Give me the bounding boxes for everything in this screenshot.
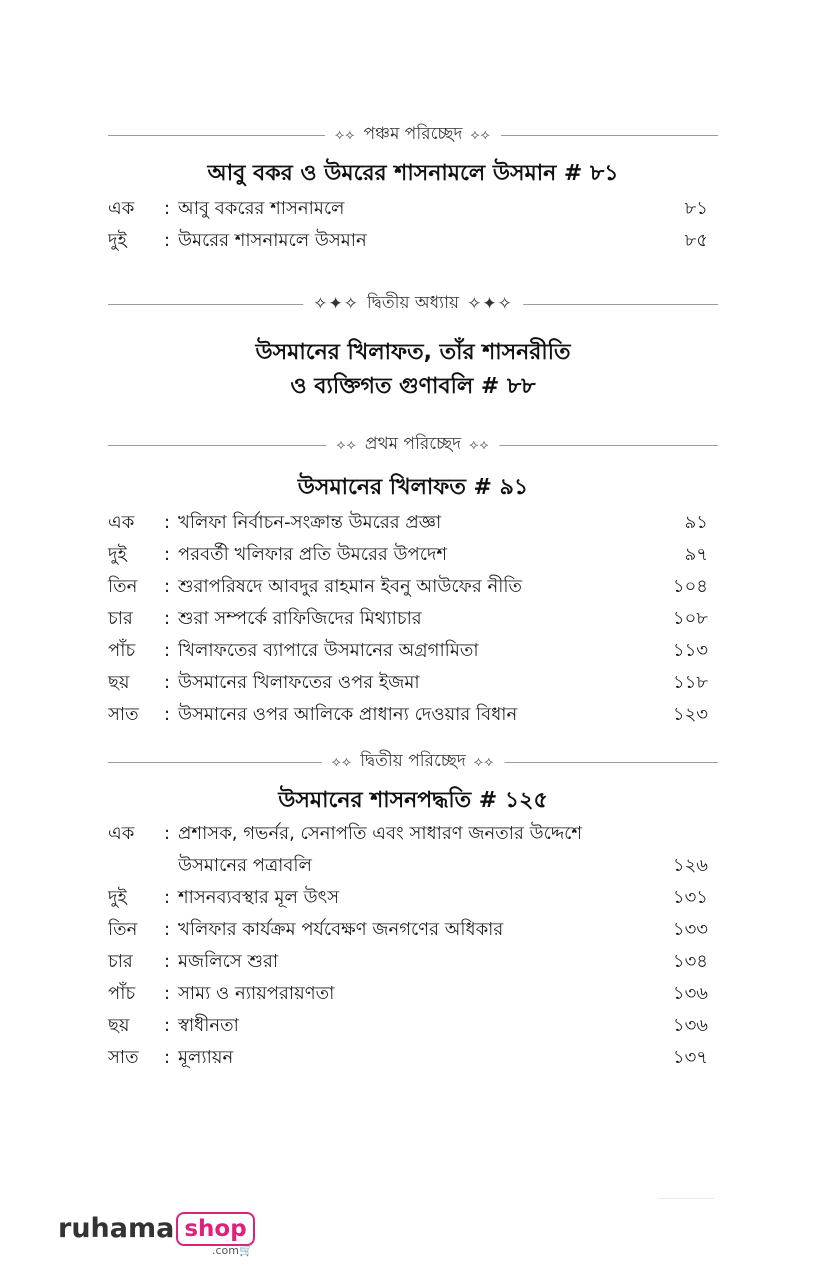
toc-entry[interactable] — [108, 699, 718, 731]
entry-number: দুই — [108, 887, 127, 908]
chapter-heading-line-1: উসমানের খিলাফত, তাঁর শাসনরীতি — [255, 340, 571, 365]
toc-entry[interactable] — [108, 667, 718, 699]
entry-title: উমরের শাসনামলে উসমান — [178, 230, 367, 251]
entry-number: চার — [108, 951, 133, 972]
entry-title: শাসনব্যবস্থার মূল উৎস — [178, 887, 340, 908]
ornament-left-icon: ⟡⟡ — [335, 127, 356, 143]
entry-page-number: ৮১ — [684, 198, 708, 219]
entry-page-number: ১৩৬ — [672, 1015, 708, 1036]
entry-page-number: ৮৫ — [684, 230, 708, 251]
toc-entry[interactable] — [108, 539, 718, 571]
entry-colon: : — [164, 544, 171, 565]
section-second-chapter — [108, 290, 718, 404]
toc-entry[interactable] — [108, 946, 718, 978]
entry-colon: : — [164, 823, 171, 844]
entry-title: মূল্যায়ন — [178, 1047, 234, 1068]
entry-page-number: ১০৮ — [672, 608, 708, 629]
entry-title: শুরাপরিষদে আবদুর রাহমান ইবনু আউফের নীতি — [178, 576, 522, 597]
entry-number: এক — [108, 198, 135, 219]
section-first-chapter — [108, 431, 718, 731]
entry-title: আবু বকরের শাসনামলে — [178, 198, 345, 219]
entry-page-number: ১৩৩ — [672, 919, 708, 940]
entry-number: দুই — [108, 544, 127, 565]
entry-page-number: ৯১ — [684, 512, 708, 533]
divider-label: দ্বিতীয় পরিচ্ছেদ — [360, 751, 466, 771]
entry-title: উসমানের ওপর আলিকে প্রাধান্য দেওয়ার বিধান — [178, 704, 518, 725]
section-second-subchapter — [108, 748, 718, 1074]
entry-page-number: ১১৩ — [672, 640, 708, 661]
toc-entry[interactable] — [108, 635, 718, 667]
entry-colon: : — [164, 983, 171, 1004]
entry-colon: : — [164, 951, 171, 972]
section-fifth-chapter — [108, 121, 718, 257]
entry-title: প্রশাসক, গভর্নর, সেনাপতি এবং সাধারণ জনতার উদ্দেশে — [178, 823, 583, 844]
entry-title: পরবর্তী খলিফার প্রতি উমরের উপদেশ — [178, 544, 448, 565]
toc-entry[interactable] — [108, 914, 718, 946]
entry-page-number: ১৩৭ — [672, 1047, 708, 1068]
entry-title: সাম্য ও ন্যায়পরায়ণতা — [178, 983, 335, 1004]
ornament-right-icon: ✧✦✧ — [467, 294, 513, 314]
entry-title: খলিফার কার্যক্রম পর্যবেক্ষণ জনগণের অধিকার — [178, 919, 504, 940]
toc-entry[interactable] — [108, 507, 718, 539]
entry-colon: : — [164, 576, 171, 597]
entry-colon: : — [164, 230, 171, 251]
entry-colon: : — [164, 672, 171, 693]
footer-rule — [658, 1198, 714, 1199]
entry-number: এক — [108, 512, 135, 533]
section-divider — [108, 121, 718, 151]
entry-page-number: ১৩৬ — [672, 983, 708, 1004]
entry-title: খলিফা নির্বাচন-সংক্রান্ত উমরের প্রজ্ঞা — [178, 512, 442, 533]
entry-colon: : — [164, 704, 171, 725]
ruhamashop-logo — [58, 1212, 255, 1257]
toc-entry[interactable] — [108, 1042, 718, 1074]
entry-colon: : — [164, 512, 171, 533]
toc-entry[interactable] — [108, 193, 718, 225]
entry-number: ছয় — [108, 672, 130, 693]
entry-number: দুই — [108, 230, 127, 251]
entry-title: মজলিসে শুরা — [178, 951, 279, 972]
divider-label: প্রথম পরিচ্ছেদ — [364, 434, 462, 454]
entry-colon: : — [164, 198, 171, 219]
entry-title-continuation: উসমানের পত্রাবলি — [178, 855, 312, 876]
entry-number: পাঁচ — [108, 983, 136, 1004]
section-heading: আবু বকর ও উমরের শাসনামলে উসমান # ৮১ — [207, 161, 619, 186]
ornament-right-icon: ⟡⟡ — [469, 437, 490, 453]
ornament-left-icon: ⟡⟡ — [331, 754, 353, 770]
toc-entry[interactable] — [108, 1010, 718, 1042]
entry-number: তিন — [108, 919, 138, 940]
divider-label: দ্বিতীয় অধ্যায় — [366, 293, 460, 313]
entry-colon: : — [164, 640, 171, 661]
entry-page-number: ১০৪ — [672, 576, 708, 597]
ornament-right-icon: ⟡⟡ — [473, 754, 495, 770]
entry-title: খিলাফতের ব্যাপারে উসমানের অগ্রগামিতা — [178, 640, 479, 661]
entry-page-number: ১২৬ — [672, 855, 708, 876]
ornament-left-icon: ⟡⟡ — [336, 437, 357, 453]
entry-colon: : — [164, 919, 171, 940]
section-heading: উসমানের শাসনপদ্ধতি # ১২৫ — [278, 788, 548, 813]
chapter-heading-line-2: ও ব্যক্তিগত গুণাবলি # ৮৮ — [290, 374, 536, 399]
logo-ruhama-text: ruhama — [58, 1213, 175, 1244]
entry-page-number: ১১৮ — [672, 672, 708, 693]
logo-com-text: .com🛒 — [212, 1244, 253, 1257]
entry-title: শুরা সম্পর্কে রাফিজিদের মিথ্যাচার — [178, 608, 422, 629]
entry-number: এক — [108, 823, 135, 844]
entry-title: স্বাধীনতা — [178, 1015, 239, 1036]
divider-label: পঞ্চম পরিচ্ছেদ — [363, 124, 463, 144]
toc-entry[interactable] — [108, 225, 718, 257]
toc-entry[interactable] — [108, 571, 718, 603]
entry-number: চার — [108, 608, 133, 629]
toc-entry[interactable] — [108, 882, 718, 914]
toc-entry[interactable] — [108, 978, 718, 1010]
entry-number: সাত — [108, 1047, 139, 1068]
entry-number: সাত — [108, 704, 139, 725]
entry-number: ছয় — [108, 1015, 130, 1036]
entry-colon: : — [164, 608, 171, 629]
entry-page-number: ১৩১ — [672, 887, 708, 908]
entry-page-number: ৯৭ — [684, 544, 708, 565]
entry-colon: : — [164, 1015, 171, 1036]
ornament-left-icon: ✧✦✧ — [313, 294, 359, 314]
entry-number: তিন — [108, 576, 138, 597]
toc-entry[interactable] — [108, 818, 718, 882]
section-divider — [108, 431, 718, 461]
entry-title: উসমানের খিলাফতের ওপর ইজমা — [178, 672, 420, 693]
section-heading: উসমানের খিলাফত # ৯১ — [297, 475, 529, 500]
ornament-right-icon: ⟡⟡ — [470, 127, 491, 143]
entry-colon: : — [164, 1047, 171, 1068]
section-divider — [108, 748, 718, 778]
section-divider — [108, 290, 718, 320]
entry-page-number: ১২৩ — [672, 704, 708, 725]
toc-entry[interactable] — [108, 603, 718, 635]
entry-page-number: ১৩৪ — [672, 951, 708, 972]
logo-shop-badge: shop — [176, 1212, 254, 1246]
entry-colon: : — [164, 887, 171, 908]
entry-number: পাঁচ — [108, 640, 136, 661]
